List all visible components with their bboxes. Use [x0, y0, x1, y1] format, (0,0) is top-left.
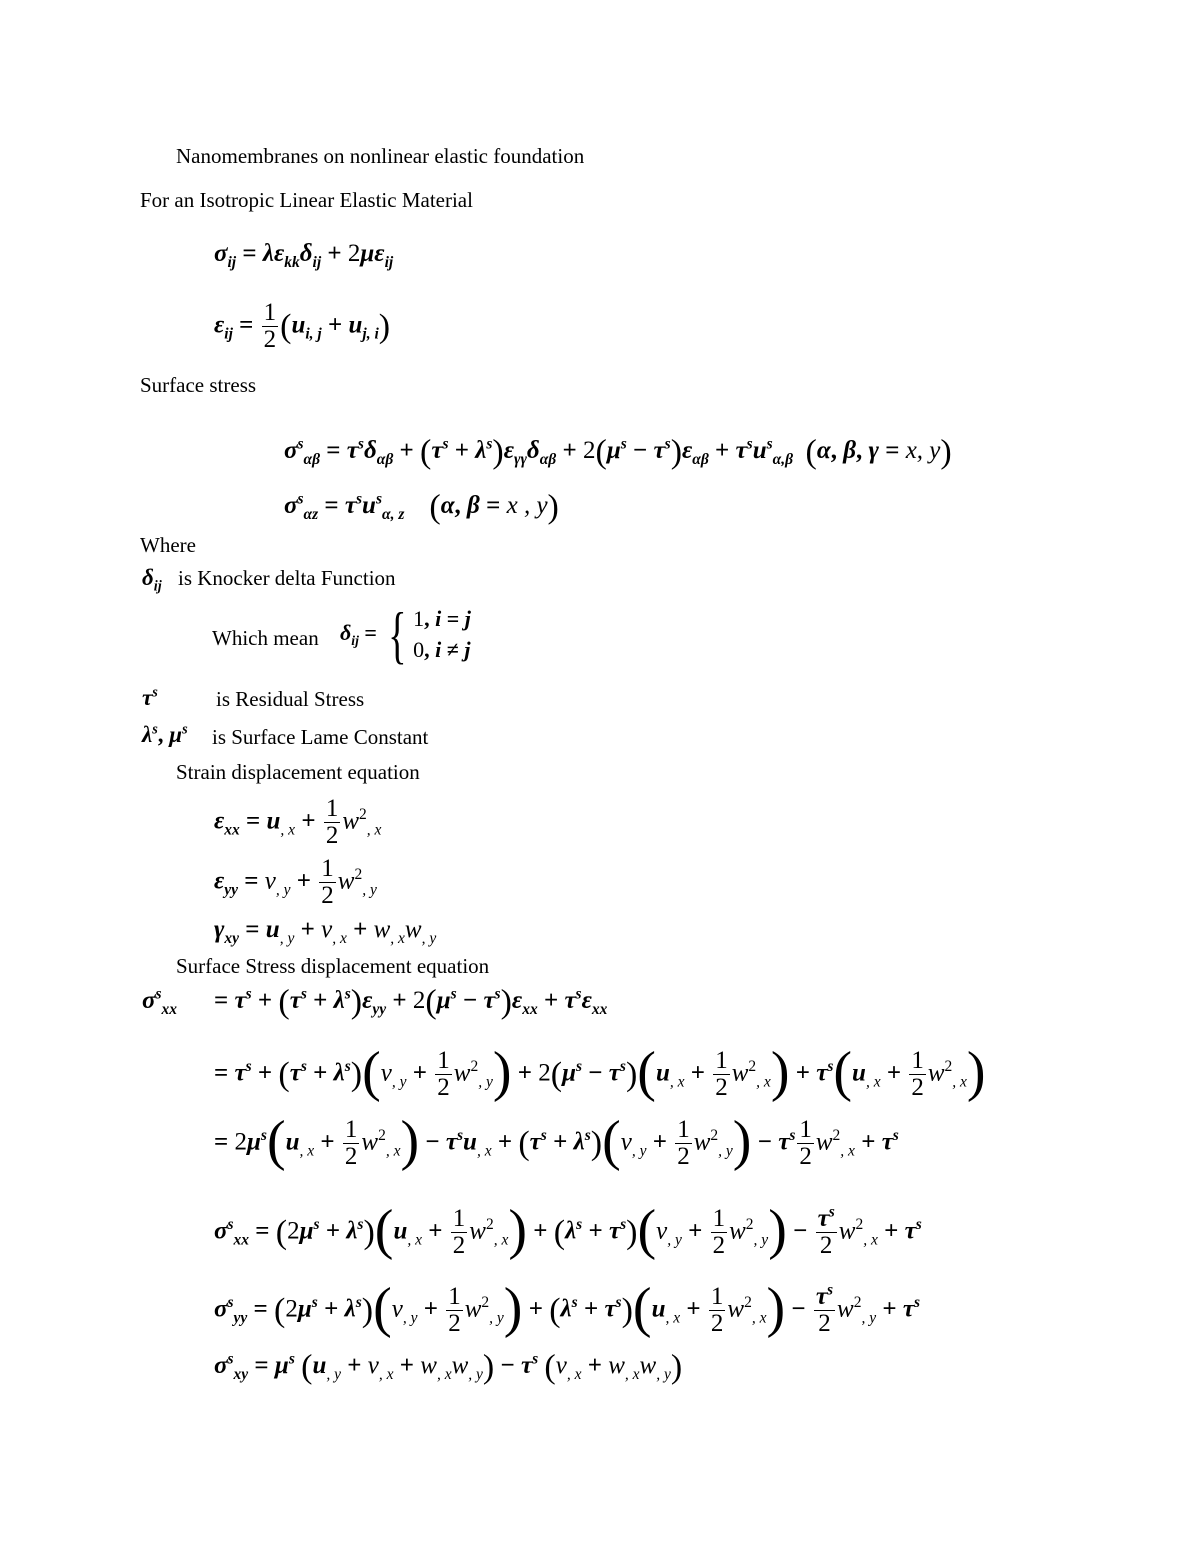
residual-stress-symbol: $\tau^s$ [142, 684, 158, 710]
which-mean-label: Which mean [212, 626, 319, 650]
equation-strain-xx: $\varepsilon_{xx} = u_{, x}$ + $\frac{1}{2}$ $w^2_{, x}$ [214, 795, 382, 850]
equation-strain-yy: $\varepsilon_{yy} = v_{, y}$ + $\frac{1}{2}$ $w^2_{, y}$ [214, 855, 377, 910]
equation-strain: $\varepsilon_{ij}$ = $\frac{1}{2}$ $(u_{i, j} + u_{j, i})$ [214, 299, 391, 354]
derivation-line-3: = $2\mu^s(u_{, x}$ + $\frac{1}{2}$ $w^2_{, x}) - \tau^su_{, x} + (\tau^s + \lambda^s)(v_{, y}$ + $\frac{1}{2}$ $w^2_{, y}) - \tau^s$ $\frac{1}{2}$ $w^2_{, x} + \tau^s$ [214, 1109, 899, 1172]
surface-stress-heading: Surface stress [140, 373, 257, 397]
derivation-sigma-symbol: $\sigma^s_{xx}$ [142, 985, 178, 1018]
kronecker-symbol: $\delta_{ij}$ [142, 565, 162, 595]
kronecker-cases: $\delta_{ij}$ = { 1, i = j 0, i ≠ j [340, 598, 471, 670]
material-heading: For an Isotropic Linear Elastic Material [140, 188, 473, 212]
lame-symbols: $\lambda^s$, $\mu^s$ [142, 721, 188, 747]
equation-strain-xy: $\gamma_{xy} = u_{, y} + v_{, x} + w_{, x}w_{, y}$ [214, 916, 437, 947]
strain-heading: Strain displacement equation [176, 760, 420, 784]
result-sigma-xx: $\sigma^s_{xx} = (2\mu^s + \lambda^s)(u_{, x}$ + $\frac{1}{2}$ $w^2_{, x}) + (\lambda^s + \tau^s)(v_{, y}$ + $\frac{1}{2}$ $w^2_{, y}$) − $\frac{\tau^s}{2}$ $w^2_{, x} + \tau^s$ [214, 1198, 922, 1261]
derivation-line-2: = $\tau^s + (\tau^s + \lambda^s)(v_{, y}$ + $\frac{1}{2}$ $w^2_{, y}) + 2(\mu^s - \tau^s)(u_{, x}$ + $\frac{1}{2}$ $w^2_{, x}) + \tau^s(u_{, x}$ + $\frac{1}{2}$ $w^2_{, x}$) [214, 1040, 986, 1103]
result-sigma-xy: $\sigma^s_{xy} = \mu^s$ $(u_{, y} + v_{, x} + w_{, x}w_{, y}) - \tau^s$ $(v_{, x} + w_{, x}w_{, y})$ [214, 1348, 683, 1386]
page-title: Nanomembranes on nonlinear elastic foundation [176, 144, 585, 168]
surface-displacement-heading: Surface Stress displacement equation [176, 954, 490, 978]
result-sigma-yy: $\sigma^s_{yy} = (2\mu^s + \lambda^s)(v_{, y}$ + $\frac{1}{2}$ $w^2_{, y}) + (\lambda^s + \tau^s)(u_{, x}$ + $\frac{1}{2}$ $w^2_{, x}$) − $\frac{\tau^s}{2}$ $w^2_{, y} + \tau^s$ [214, 1276, 920, 1339]
lame-description: is Surface Lame Constant [212, 725, 429, 749]
equation-surface-stress-outplane: $\sigma^s_{\alpha z} = \tau^su^s_{\alpha, z}$ (α, β = x , y) [284, 488, 559, 526]
equation-hooke: $\sigma_{ij} = \lambda\varepsilon_{kk}\delta_{ij} + 2\mu\varepsilon_{ij}$ [214, 240, 394, 271]
where-heading: Where [140, 533, 196, 557]
equation-surface-stress-inplane: $\sigma^s_{\alpha\beta} = \tau^s\delta_{\alpha\beta} + (\tau^s + \lambda^s)\varepsilon_{\gamma\gamma}\delta_{\alpha\beta} + 2(\mu^s - \tau^s)\varepsilon_{\alpha\beta} + \tau^su^s_{\alpha,\beta}$ (α, β, γ = x, y) [284, 433, 952, 471]
derivation-line-1: = $\tau^s + (\tau^s + \lambda^s)\varepsilon_{yy} + 2(\mu^s - \tau^s)\varepsilon_{xx} + \tau^s\varepsilon_{xx}$ [214, 983, 608, 1021]
kronecker-description: is Knocker delta Function [178, 566, 396, 590]
residual-stress-description: is Residual Stress [216, 687, 365, 711]
